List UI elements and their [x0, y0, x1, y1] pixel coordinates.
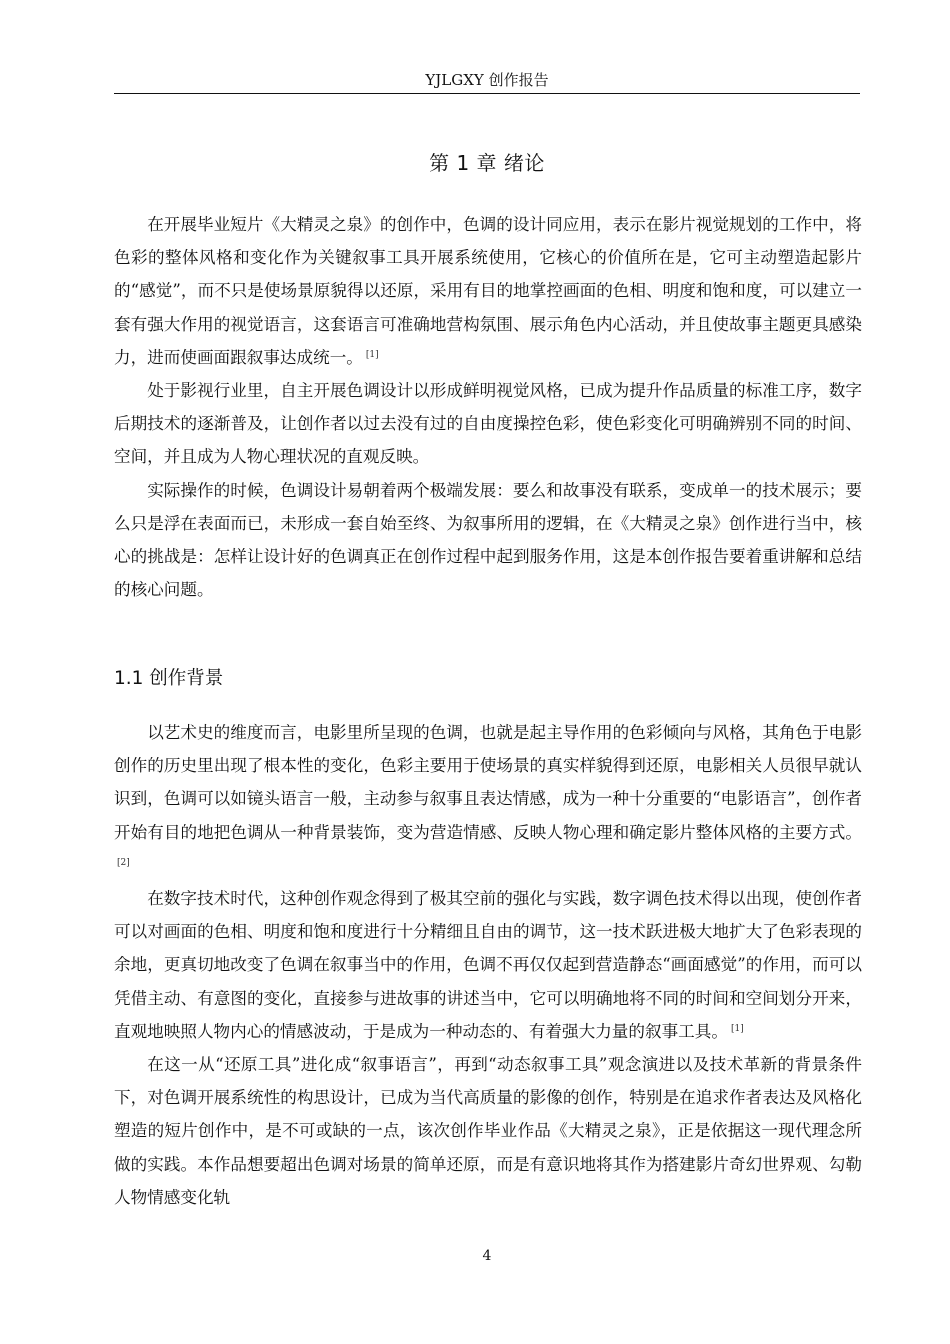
citation-marker[interactable]: [1] — [730, 1023, 744, 1034]
header-divider — [114, 93, 860, 94]
citation-marker[interactable]: [2] — [117, 857, 130, 868]
citation-marker[interactable]: [1] — [365, 349, 379, 360]
section-body — [114, 716, 862, 1214]
body-paragraph: 以艺术史的维度而言，电影里所呈现的色调，也就是起主导作用的色彩倾向与风格，其角色于电影创作的历史里出现了根本性的变化，色彩主要用于使场景的真实样貌得到还原，电影相关人员很早就认识到，色调可以如镜头语言一般，主动参与叙事且表达情感，成为一种十分重要的“电影语言”，创作者开始有目的地把色调从一种背景装饰，变为营造情感、反映人物心理和确定影片整体风格的主要方式。[2] — [114, 723, 862, 868]
intro-body — [114, 208, 862, 606]
body-paragraph: 实际操作的时候，色调设计易朝着两个极端发展：要么和故事没有联系，变成单一的技术展示；要么只是浮在表面而已，未形成一套自始至终、为叙事所用的逻辑，在《大精灵之泉》创作进行当中，核心的挑战是：怎样让设计好的色调真正在创作过程中起到服务作用，这是本创作报告要着重讲解和总结的核心问题。 — [114, 480, 862, 600]
page-number: 4 — [482, 1248, 492, 1264]
page-header: YJLGXY 创作报告 — [425, 71, 549, 89]
body-paragraph: 在开展毕业短片《大精灵之泉》的创作中，色调的设计同应用，表示在影片视觉规划的工作中，将色彩的整体风格和变化作为关键叙事工具开展系统使用，它核心的价值所在是，它可主动塑造起影片的“感觉”，而不只是使场景原貌得以还原，采用有目的地掌控画面的色相、明度和饱和度，可以建立一套有强大作用的视觉语言，这套语言可准确地营构氛围、展示角色内心活动，并且使故事主题更具感染力，进而使画面跟叙事达成统一。 [1] — [114, 215, 862, 367]
body-paragraph: 在数字技术时代，这种创作观念得到了极其空前的强化与实践，数字调色技术得以出现，使创作者可以对画面的色相、明度和饱和度进行十分精细且自由的调节，这一技术跃进极大地扩大了色彩表现的余地，更真切地改变了色调在叙事当中的作用，色调不再仅仅起到营造静态“画面感觉”的作用，而可以凭借主动、有意图的变化，直接参与进故事的讲述当中，它可以明确地将不同的时间和空间划分开来，直观地映照人物内心的情感波动，于是成为一种动态的、有着强大力量的叙事工具。 [1] — [114, 889, 862, 1041]
body-paragraph: 处于影视行业里，自主开展色调设计以形成鲜明视觉风格，已成为提升作品质量的标准工序，数字后期技术的逐渐普及，让创作者以过去没有过的自由度操控色彩，使色彩变化可明确辨别不同的时间、空间，并且成为人物心理状况的直观反映。 — [114, 381, 862, 467]
body-paragraph: 在这一从“还原工具”进化成“叙事语言”，再到“动态叙事工具”观念演进以及技术革新的背景条件下，对色调开展系统性的构思设计，已成为当代高质量的影像的创作，特别是在追求作者表达及风格化塑造的短片创作中，是不可或缺的一点，该次创作毕业作品《大精灵之泉》，正是依据这一现代理念所做的实践。本作品想要超出色调对场景的简单还原，而是有意识地将其作为搭建影片奇幻世界观、勾勒人物情感变化轨 — [114, 1055, 862, 1207]
chapter-title: 第 1 章 绪论 — [429, 151, 545, 175]
section-heading: 1.1 创作背景 — [114, 668, 224, 689]
